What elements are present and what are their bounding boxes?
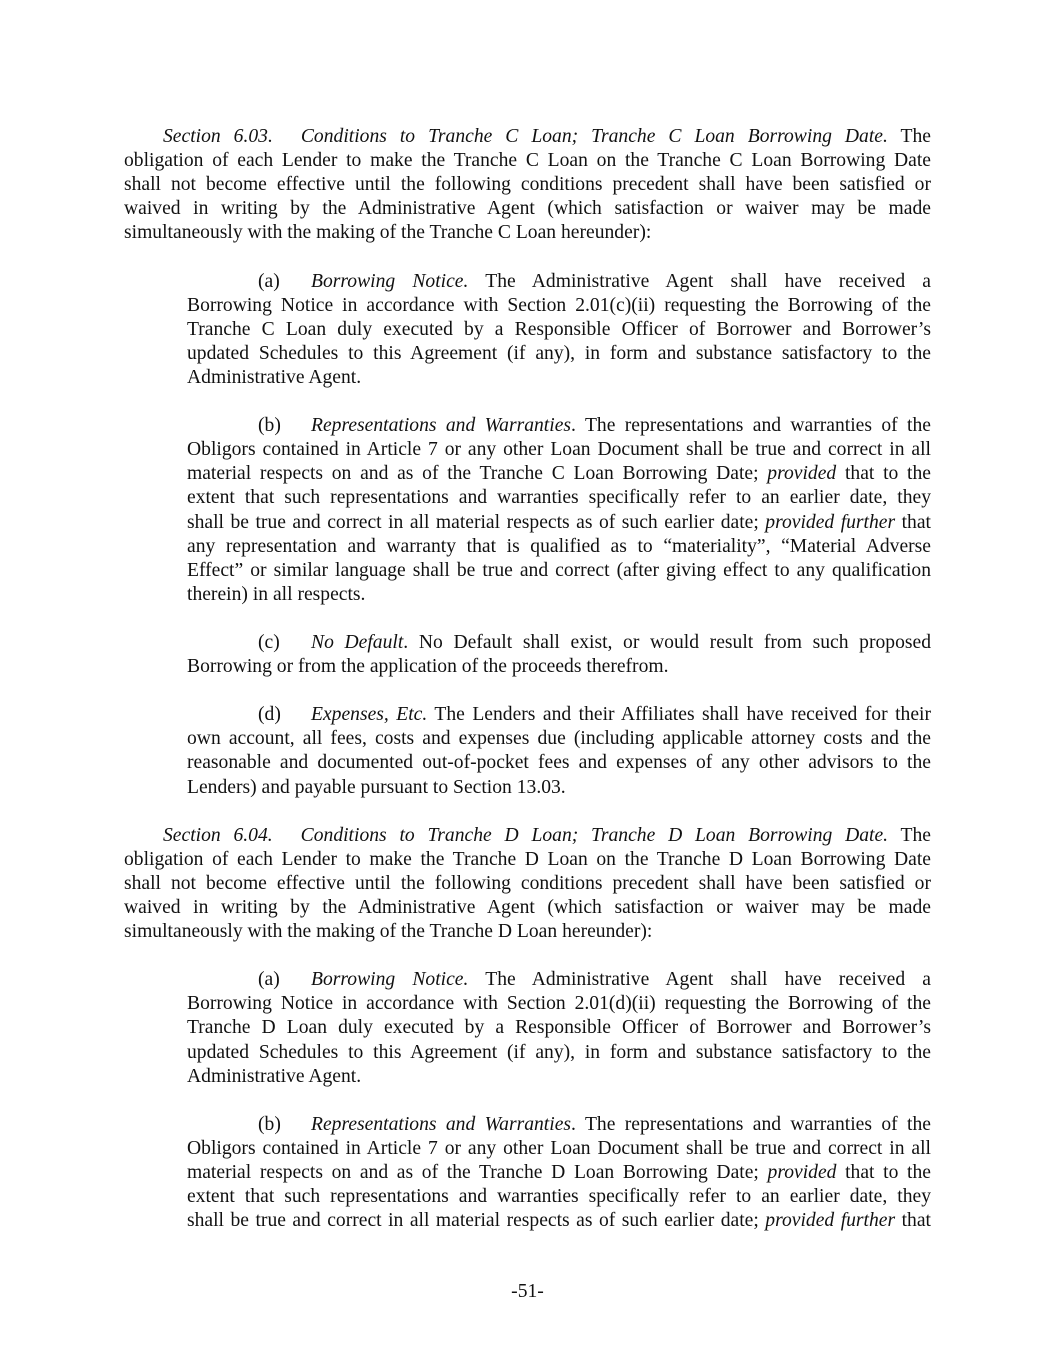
text-line: [187, 1185, 931, 1209]
text-run: that: [895, 1210, 931, 1232]
text-run: obligation of each Lender to make the Tranche C Loan on the Tranche C Loan Borrowing Date: [124, 150, 931, 172]
text-run: that to the: [836, 463, 931, 485]
text-line: [124, 125, 931, 149]
text-run: obligation of each Lender to make the Tranche D Loan on the Tranche D Loan Borrowing Date: [124, 848, 931, 870]
text-line: [187, 968, 931, 992]
text-line: [187, 270, 931, 294]
text-run: simultaneously with the making of the Tranche C Loan hereunder):: [124, 222, 652, 244]
text-line: [187, 414, 931, 438]
text-line: [187, 751, 931, 775]
clause-label: (b): [258, 415, 281, 437]
text-run: extent that such representations and warranties specifically refer to an earlier date, they: [187, 1186, 931, 1208]
text-line: [187, 1137, 931, 1161]
text-line: [187, 1161, 931, 1185]
text-run: . The representations and warranties of the: [571, 1113, 931, 1135]
italic-text: provided: [767, 1162, 837, 1184]
text-line: [187, 535, 931, 559]
italic-text: provided further: [765, 1210, 896, 1232]
italic-text: Conditions to Tranche C Loan; Tranche C Loan Borrowing Date.: [300, 126, 888, 147]
text-run: Tranche D Loan duly executed by a Responsible Officer of Borrower and Borrower’s: [187, 1017, 931, 1039]
text-line: [187, 511, 931, 535]
italic-text: Borrowing Notice.: [311, 270, 469, 292]
text-run: that to the: [836, 1162, 931, 1184]
text-line: [187, 1016, 931, 1040]
text-run: The Administrative Agent shall have received a: [468, 270, 931, 292]
text-run: Borrowing Notice in accordance with Section 2.01(c)(ii) requesting the Borrowing of the: [187, 294, 931, 316]
section-paragraph: [124, 824, 931, 944]
text-line: [187, 1065, 931, 1089]
clause-label: (d): [258, 704, 281, 726]
text-line: [187, 294, 931, 318]
text-line: [187, 703, 931, 727]
text-line: [124, 848, 931, 872]
text-line: [187, 486, 931, 510]
text-run: Tranche C Loan duly executed by a Responsible Officer of Borrower and Borrower’s: [187, 318, 931, 340]
text-run: reasonable and documented out-of-pocket fees and expenses of any other advisors to the: [187, 752, 931, 774]
text-run: Administrative Agent.: [187, 1065, 362, 1087]
text-line: [187, 559, 931, 583]
clause-paragraph: [187, 270, 931, 390]
text-run: Lenders) and payable pursuant to Section 13.03.: [187, 776, 566, 798]
text-line: [187, 992, 931, 1016]
text-run: waived in writing by the Administrative Agent (which satisfaction or waiver may be made: [124, 897, 931, 918]
text-run: The Lenders and their Affiliates shall have received for their: [427, 704, 931, 726]
italic-text: Expenses, Etc.: [311, 704, 428, 726]
italic-text: Section 6.04.: [163, 824, 273, 846]
text-line: [124, 149, 931, 173]
text-run: updated Schedules to this Agreement (if any), in form and substance satisfactory to the: [187, 1041, 931, 1063]
text-line: [124, 824, 931, 848]
text-run: Obligors contained in Article 7 or any other Loan Document shall be true and correct in all: [187, 1137, 931, 1159]
text-run: shall not become effective until the following conditions precedent shall have been satisfied or: [124, 174, 931, 196]
italic-text: No Default: [311, 631, 404, 653]
text-run: . The representations and warranties of the: [571, 415, 931, 437]
text-run: waived in writing by the Administrative Agent (which satisfaction or waiver may be made: [124, 198, 931, 220]
italic-text: Section 6.03.: [163, 126, 273, 147]
text-line: [187, 727, 931, 751]
clause-label: (b): [258, 1113, 281, 1135]
text-run: Obligors contained in Article 7 or any other Loan Document shall be true and correct in all: [187, 439, 931, 461]
text-line: [124, 872, 931, 896]
text-run: The Administrative Agent shall have received a: [468, 969, 931, 991]
text-line: [124, 221, 931, 245]
text-run: updated Schedules to this Agreement (if any), in form and substance satisfactory to the: [187, 342, 931, 364]
clause-label: (c): [258, 631, 280, 653]
text-line: [187, 1041, 931, 1065]
clause-paragraph: [187, 703, 931, 799]
text-line: [187, 776, 931, 800]
italic-text: Conditions to Tranche D Loan; Tranche D Loan Borrowing Date.: [300, 824, 889, 846]
text-run: Administrative Agent.: [187, 366, 362, 388]
text-run: . No Default shall exist, or would result from such proposed: [403, 631, 931, 653]
text-line: [187, 342, 931, 366]
text-run: simultaneously with the making of the Tranche D Loan hereunder):: [124, 921, 653, 943]
text-run: Effect” or similar language shall be true and correct (after giving effect to any qualification: [187, 559, 931, 581]
text-line: [124, 920, 931, 944]
clause-label: (a): [258, 270, 280, 292]
text-run: therein) in all respects.: [187, 583, 366, 605]
text-run: extent that such representations and warranties specifically refer to an earlier date, they: [187, 487, 931, 509]
clause-paragraph: [187, 1113, 931, 1233]
clause-paragraph: [187, 414, 931, 607]
text-line: [187, 366, 931, 390]
italic-text: Representations and Warranties: [311, 415, 572, 437]
text-run: shall not become effective until the following conditions precedent shall have been satisfied or: [124, 872, 931, 894]
text-run: material respects on and as of the Tranche C Loan Borrowing Date;: [187, 463, 768, 485]
text-run: any representation and warranty that is qualified as to “materiality”, “Material Adverse: [187, 535, 931, 557]
clause-paragraph: [187, 631, 931, 679]
text-run: Borrowing Notice in accordance with Section 2.01(d)(ii) requesting the Borrowing of the: [187, 993, 931, 1015]
text-run: material respects on and as of the Tranche D Loan Borrowing Date;: [187, 1162, 768, 1184]
text-line: [124, 197, 931, 221]
text-line: [187, 1113, 931, 1137]
text-run: The: [888, 824, 931, 846]
text-line: [187, 438, 931, 462]
clause-paragraph: [187, 968, 931, 1088]
text-line: [187, 318, 931, 342]
section-paragraph: [124, 125, 931, 245]
text-line: [187, 1209, 931, 1233]
text-line: [187, 655, 931, 679]
text-line: [124, 896, 931, 920]
text-run: shall be true and correct in all material respects as of such earlier date;: [187, 1210, 766, 1232]
text-line: [187, 462, 931, 486]
text-run: own account, all fees, costs and expenses due (including applicable attorney costs and the: [187, 728, 931, 750]
text-line: [124, 173, 931, 197]
page-number: -51-: [511, 1281, 544, 1302]
text-run: The: [887, 126, 932, 147]
italic-text: provided: [767, 463, 837, 485]
italic-text: provided further: [765, 511, 896, 533]
text-run: shall be true and correct in all material respects as of such earlier date;: [187, 511, 766, 533]
italic-text: Representations and Warranties: [311, 1113, 572, 1135]
document-body: [124, 125, 931, 1257]
text-line: [187, 631, 931, 655]
italic-text: Borrowing Notice.: [311, 969, 469, 991]
clause-label: (a): [258, 969, 280, 991]
text-run: that: [895, 511, 931, 533]
text-run: Borrowing or from the application of the proceeds therefrom.: [187, 656, 669, 678]
text-line: [187, 583, 931, 607]
